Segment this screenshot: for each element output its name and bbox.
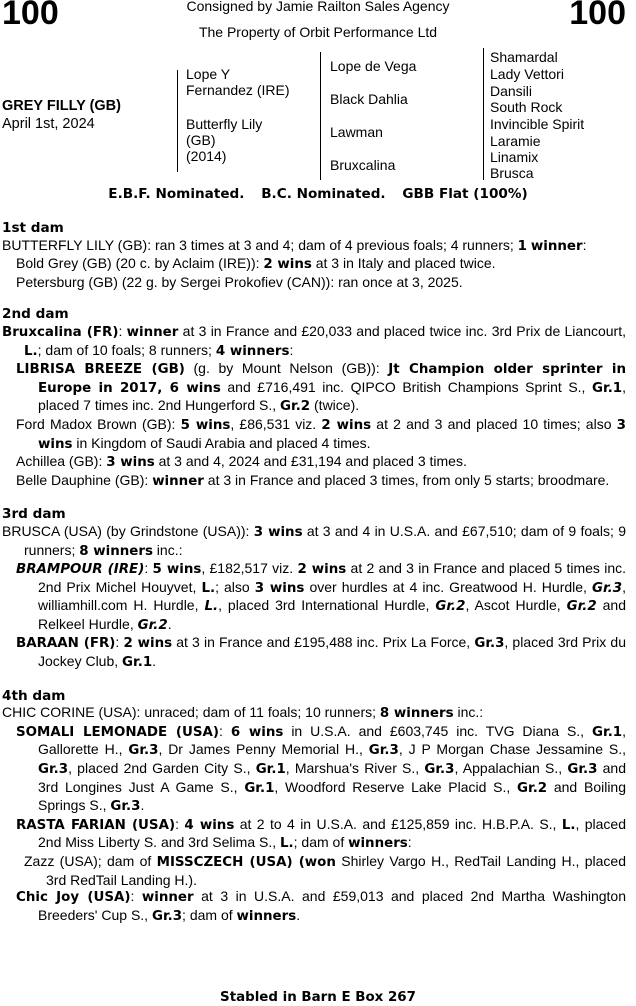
- ped-g3-4: South Rock: [490, 99, 563, 115]
- dam-country: (GB): [186, 132, 216, 148]
- bc-nomination: B.C. Nominated.: [261, 186, 386, 202]
- dam2-offspring-2: Ford Madox Brown (GB): 5 wins, £86,531 viz. 2 wins at 2 and 3 and placed 10 times; also 3 wins in Kingdom of Saudi Arabia and placed 4 times.: [16, 415, 626, 452]
- gbb-nomination: GBB Flat (100%): [402, 186, 528, 202]
- dam1-intro: BUTTERFLY LILY (GB): ran 3 times at 3 and 4; dam of 4 previous foals; 4 runners; 1 winner:: [2, 236, 587, 254]
- dam-year: (2014): [186, 148, 227, 164]
- dam4-intro: CHIC CORINE (USA): unraced; dam of 11 foals; 10 runners; 8 winners inc.:: [2, 704, 484, 722]
- ped-g2-sire-sire: Lope de Vega: [330, 58, 417, 74]
- dam4-offspring-2: RASTA FARIAN (USA): 4 wins at 2 to 4 in U.S.A. and £125,859 inc. H.B.P.A. S., L., placed 2nd Miss Liberty S. and 3rd Selima S., L.; dam of winners:: [16, 815, 627, 852]
- pedigree-sire: [186, 66, 289, 98]
- horse-dob: April 1st, 2024: [2, 116, 95, 132]
- dam-name: Butterfly Lily: [186, 116, 263, 132]
- ped-g3-3: Dansili: [490, 83, 533, 99]
- dam1-offspring-2: Petersburg (GB) (22 g. by Sergei Prokofiev (CAN)): ran once at 3, 2025.: [16, 273, 463, 290]
- property-line: The Property of Orbit Performance Ltd: [198, 24, 438, 40]
- consignor-line: Consigned by Jamie Railton Sales Agency: [186, 0, 450, 14]
- section-heading-1st-dam: 1st dam: [2, 220, 64, 236]
- horse-name: GREY FILLY (GB): [2, 98, 121, 114]
- dam3-offspring-2: BARAAN (FR): 2 wins at 3 in France and £195,488 inc. Prix La Force, Gr.3, placed 3rd Prix du Jockey Club, Gr.1.: [16, 634, 626, 671]
- ped-g3-1: Shamardal: [490, 49, 558, 65]
- dam2-offspring-1: LIBRISA BREEZE (GB) (g. by Mount Nelson (GB)): Jt Champion older sprinter in Europe in 2017, 6 wins and £716,491 inc. QIPCO British Champions Sprint S., Gr.1, placed 7 times inc. 2nd Hungerford S., Gr.2 (twice).: [16, 360, 627, 415]
- ped-g3-6: Laramie: [490, 133, 541, 149]
- ped-g2-sire-dam: Black Dahlia: [330, 91, 408, 107]
- dam4-offspring-1: SOMALI LEMONADE (USA): 6 wins in U.S.A. and £603,745 inc. TVG Diana S., Gr.1, Gallorette H., Gr.3, Dr James Penny Memorial H., Gr.3, J P Morgan Chase Jessamine S., Gr.3, placed 2nd Garden City S., Gr.1, Marshua's River S., Gr.3, Appalachian S., Gr.3 and 3rd Longines Just A Game S., Gr.1, Woodford Reserve Lake Placid S., Gr.2 and Boiling Springs S., Gr.3.: [16, 722, 627, 815]
- lot-number-left: 100: [2, 0, 59, 32]
- dam4-offspring-3: Chic Joy (USA): winner at 3 in U.S.A. and £59,013 and placed 2nd Martha Washington Breeders' Cup S., Gr.3; dam of winners.: [16, 888, 626, 924]
- ped-g2-dam-dam: Bruxcalina: [330, 157, 396, 173]
- dam2-offspring-3: Achillea (GB): 3 wins at 3 and 4, 2024 and £31,194 and placed 3 times.: [16, 453, 467, 471]
- sire-name: Lope Y: [186, 66, 231, 82]
- dam2-intro: Bruxcalina (FR): winner at 3 in France and £20,033 and placed twice inc. 3rd Prix de Liancourt, L.; dam of 10 foals; 8 runners; 4 winners:: [2, 322, 626, 359]
- dam3-intro: BRUSCA (USA) (by Grindstone (USA)): 3 wins at 3 and 4 in U.S.A. and £67,510; dam of 9 foals; 9 runners; 8 winners inc.:: [2, 522, 626, 559]
- section-heading-4th-dam: 4th dam: [2, 687, 66, 704]
- ped-g3-5: Invincible Spirit: [490, 116, 585, 132]
- dam1-offspring-1: Bold Grey (GB) (20 c. by Aclaim (IRE)): 2 wins at 3 in Italy and placed twice.: [16, 255, 496, 273]
- pedigree-dam: [186, 116, 262, 164]
- pedigree-bracket-1: [177, 70, 178, 172]
- ebf-nomination: E.B.F. Nominated.: [108, 186, 245, 202]
- catalogue-page-body: [2, 220, 626, 925]
- section-heading-2nd-dam: 2nd dam: [2, 306, 69, 323]
- pedigree-bracket-3: [483, 48, 484, 180]
- nominations: [0, 186, 636, 202]
- stabling-info: Stabled in Barn E Box 267: [220, 990, 416, 1005]
- ped-g3-8: Brusca: [490, 165, 534, 181]
- pedigree-bracket-2: [320, 52, 321, 180]
- ped-g3-7: Linamix: [490, 149, 539, 165]
- dam2-offspring-4: Belle Dauphine (GB): winner at 3 in France and placed 3 times, from only 5 starts; broodmare.: [16, 471, 610, 489]
- dam3-offspring-1: BRAMPOUR (IRE): 5 wins, £182,517 viz. 2 wins at 2 and 3 in France and placed 5 times inc. 2nd Prix Michel Houyvet, L.; also 3 wins over hurdles at 4 inc. Greatwood H. Hurdle, Gr.3, williamhill.com H. Hurdle, L., placed 3rd International Hurdle, Gr.2, Ascot Hurdle, Gr.2 and Relkeel Hurdle, Gr.2.: [16, 560, 626, 633]
- dam4-grand-offspring: Zazz (USA); dam of MISSCZECH (USA) (won Shirley Vargo H., RedTail Landing H., placed 3rd RedTail Landing H.).: [24, 853, 626, 888]
- ped-g2-dam-sire: Lawman: [330, 124, 383, 140]
- sire-suffix: Fernandez (IRE): [186, 82, 290, 98]
- ped-g3-2: Lady Vettori: [490, 66, 564, 82]
- section-heading-3rd-dam: 3rd dam: [2, 506, 66, 523]
- lot-number-right: 100: [569, 0, 626, 32]
